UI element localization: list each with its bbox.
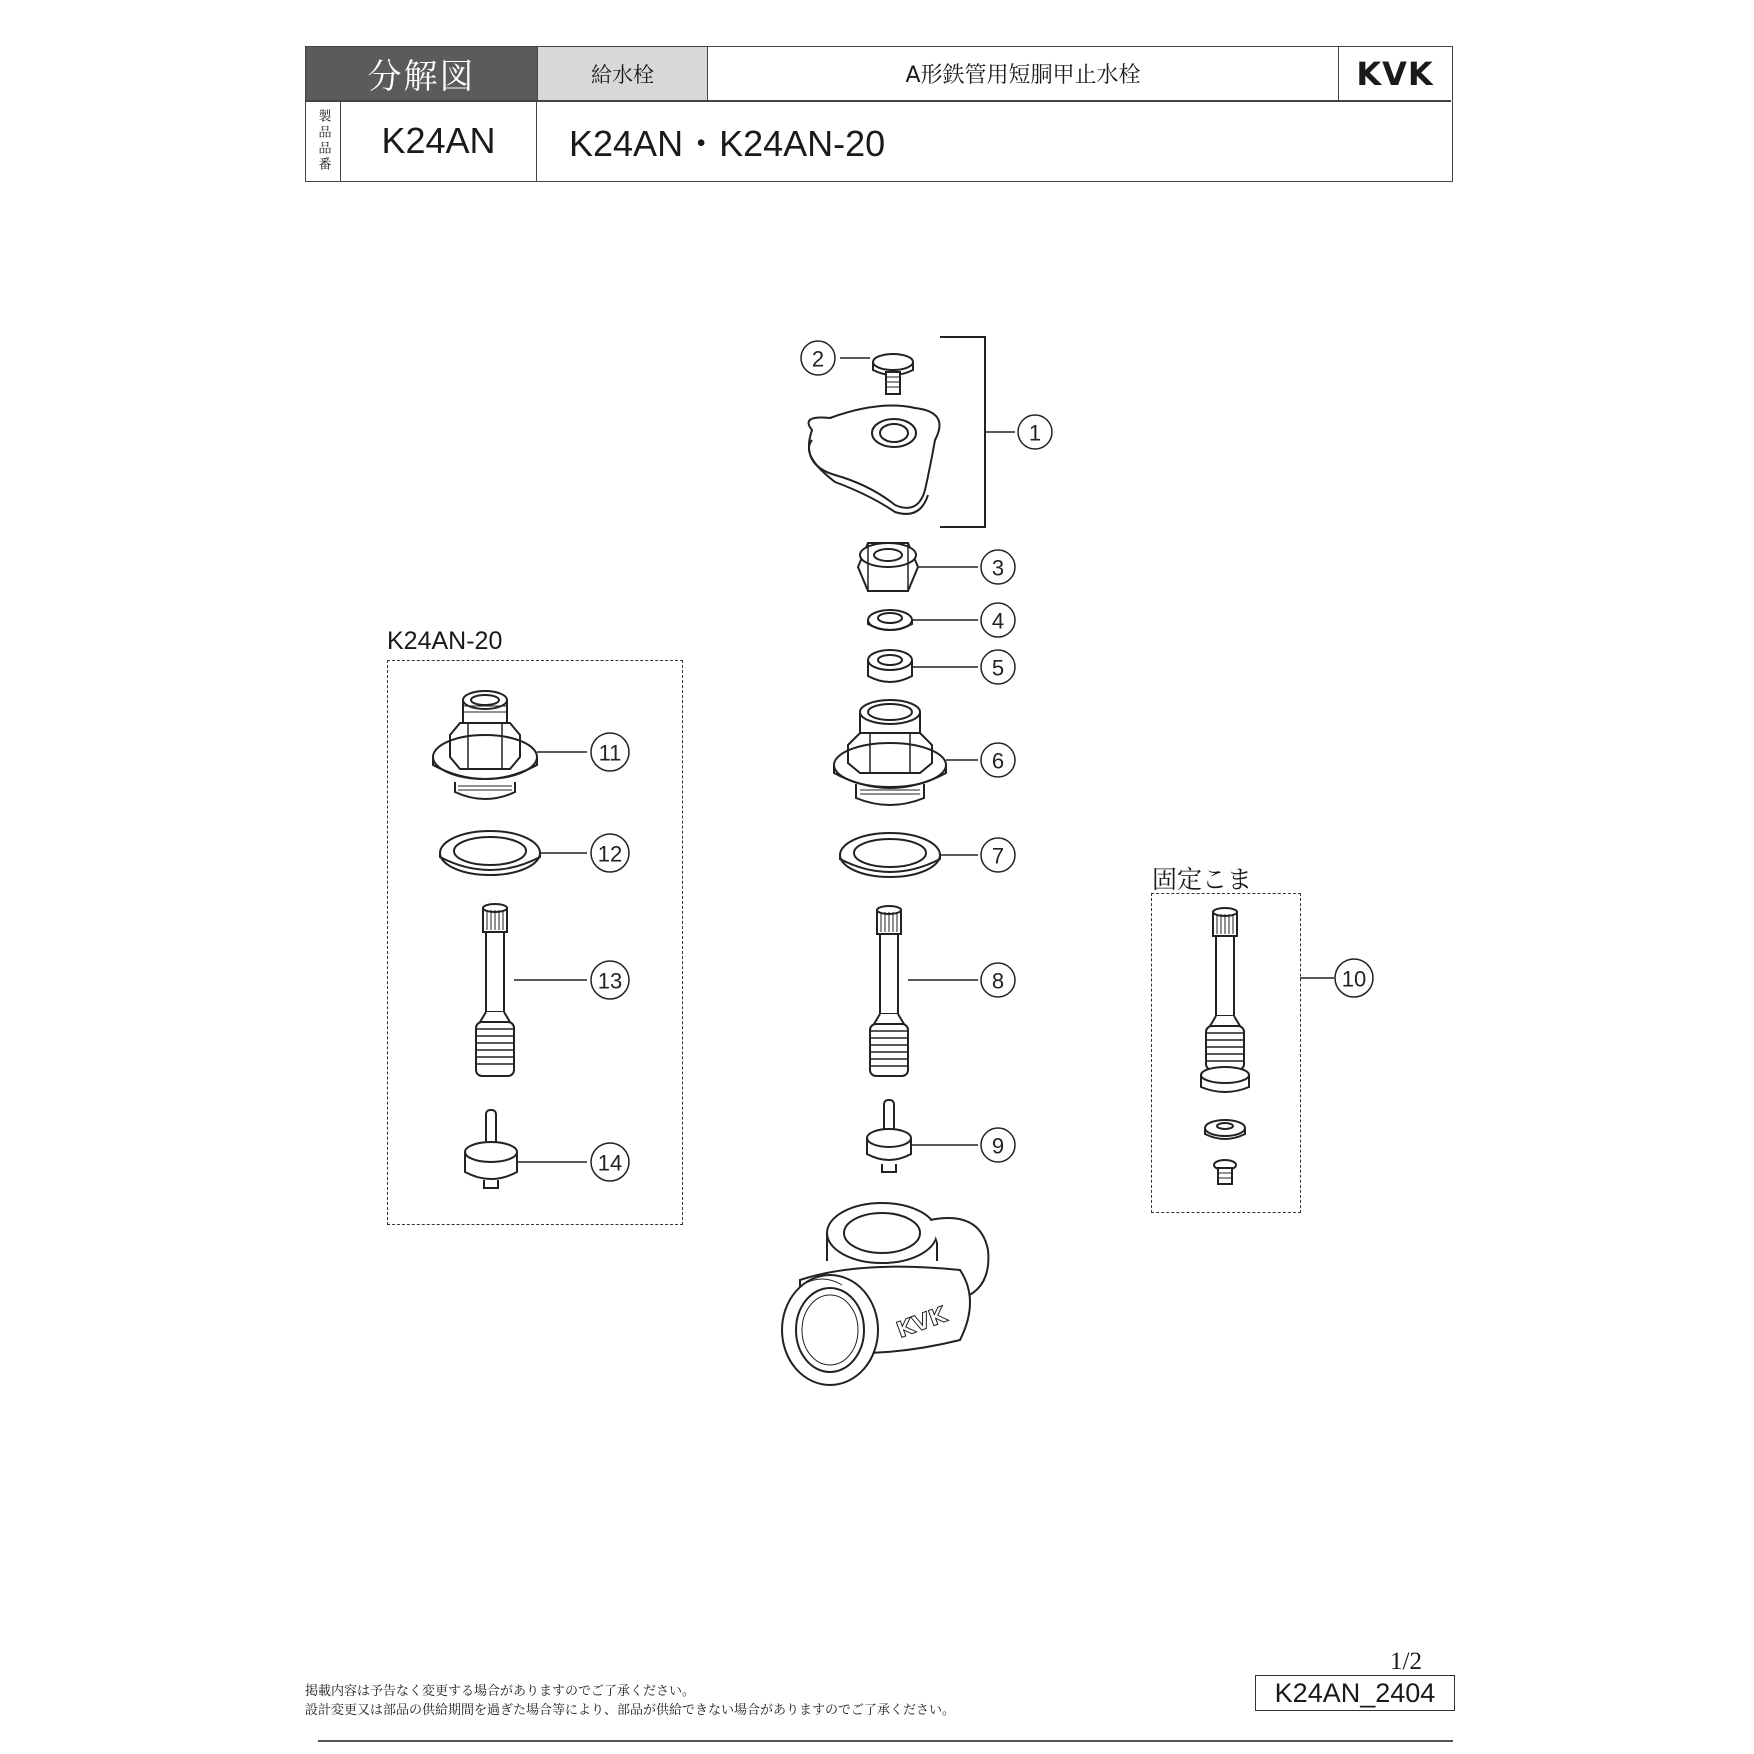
bottom-rule [318,1740,1453,1742]
product-no-label: 製品品番 [306,101,341,181]
part-number-10: 10 [1341,966,1367,992]
page-number: 1/2 [1390,1648,1422,1675]
document-number: K24AN_2404 [1255,1675,1455,1711]
body-marking: KVK [893,1302,951,1344]
part-number-9: 9 [991,1133,1005,1159]
product-name: A形鉄管用短胴甲止水栓 [707,47,1338,100]
disclaimer-note-2: 設計変更又は部品の供給期間を過ぎた場合等により、部品が供給できない場合がありますのでご了承ください。 [305,1703,956,1718]
part-number-2: 2 [811,346,825,372]
part-number-3: 3 [991,555,1005,581]
model-number: K24AN [341,101,537,181]
doc-title: 分解図 [306,47,537,100]
part-number-14: 14 [597,1150,623,1176]
brand-logo: KVK [1338,47,1451,100]
part-number-7: 7 [991,843,1005,869]
applicable-models: K24AN・K24AN-20 [569,122,886,164]
part-number-13: 13 [597,968,623,994]
koma-group-label: 固定こま [1152,866,1253,894]
k24an20-group-label: K24AN-20 [387,627,503,655]
part-number-8: 8 [991,968,1005,994]
disclaimer-note-1: 掲載内容は予告なく変更する場合がありますのでご了承ください。 [305,1684,696,1699]
part-number-1: 1 [1028,420,1042,446]
part-number-6: 6 [991,748,1005,774]
part-number-4: 4 [991,608,1005,634]
part-number-5: 5 [991,655,1005,681]
part-number-12: 12 [597,841,623,867]
part-number-11: 11 [598,740,622,766]
category: 給水栓 [537,47,707,100]
